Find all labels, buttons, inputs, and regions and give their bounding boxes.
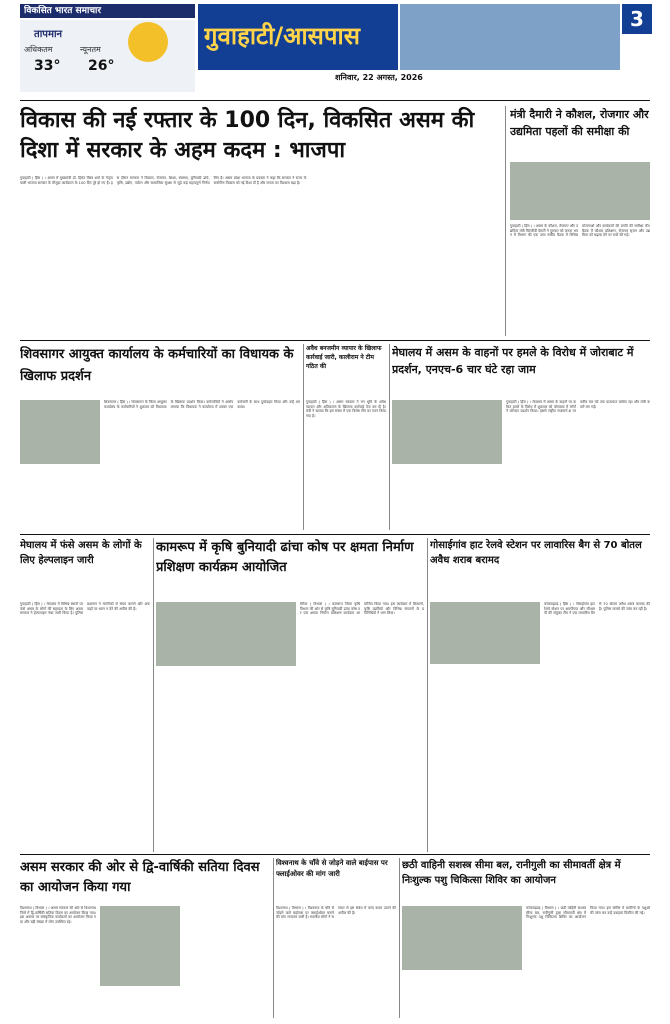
flyover-headline: विश्वनाथ के चाँवे से जोड़ने वाले बाईपास पर फ्लाईओवर की मांग जारी — [276, 859, 388, 878]
max-temp-value: 33° — [34, 58, 61, 74]
divider — [153, 538, 154, 852]
divider — [303, 344, 304, 530]
divider — [389, 344, 390, 530]
page-number: 3 — [622, 4, 652, 34]
kamrup-headline: कामरूप में कृषि बुनियादी ढांचा कोष पर क्षमता निर्माण प्रशिक्षण कार्यक्रम आयोजित — [156, 540, 414, 575]
sattriya-headline: असम सरकार की ओर से द्वि-वार्षिकी सतिया दिवस का आयोजन किया गया — [20, 860, 260, 895]
sivasagar-body: शिवसागर ( हिंस ) । शिवसागर के जिला आयुक्त कार्यालय के कर्मचारियों ने शुक्रवार को विधायक के खिलाफ प्रदर्शन किया। कर्मचारियों ने आरोप लगाया कि विधायक ने कार्यालय में आकर एक कर्मचारी के साथ दुर्व्यवहार किया और उन्हें धमकाया। — [104, 400, 300, 409]
sattriya-dancers-photo — [100, 906, 180, 986]
divider — [273, 858, 274, 1018]
masthead-skyline-photo — [400, 4, 620, 70]
weather-label: तापमान — [34, 29, 63, 40]
liquor-headline: गोसाईगांव हाट रेलवे स्टेशन पर लावारिस बैग से 70 बोतल अवैध शराब बरामद — [430, 540, 642, 566]
ssb-camp-headline: छठी वाहिनी सशस्त्र सीमा बल, रानीगुली का सीमावर्ती क्षेत्र में निःशुल्क पशु चिकित्सा शिविर का आयोजन — [402, 860, 621, 886]
divider — [20, 100, 650, 101]
ssb-camp-body: कोकराझाड़ ( विभास ) । छठी वाहिनी सशस्त्र सीमा बल, रानीगुली द्वारा सीमावर्ती क्षेत्र में निःशुल्क पशु चिकित्सा शिविर का आयोजन किया गया। इस शिविर में ग्रामीणों के पशुओं की जांच कर उन्हें दवाइयां वितरित की गईं। — [526, 906, 650, 920]
masthead — [0, 0, 670, 100]
jorabat-headline: मेघालय में असम के वाहनों पर हमले के विरोध में जोराबाट में प्रदर्शन, एनएच-6 चार घंटे रहा जाम — [392, 346, 634, 376]
lead-headline: विकास की नई रफ्तार के 100 दिन, विकसित असम की दिशा में सरकार के अहम कदम : भाजपा — [20, 108, 475, 163]
divider — [20, 534, 650, 535]
sivasagar-headline: शिवसागर आयुक्त कार्यालय के कर्मचारियों का विधायक के खिलाफ प्रदर्शन — [20, 347, 294, 384]
sun-icon — [128, 22, 168, 62]
minister-headline: मंत्री दैमारी ने कौशल, रोजगार और उद्यमिता पहलों की समीक्षा की — [510, 108, 649, 138]
helpline-headline: मेघालय में फंसे असम के लोगों के लिए हेल्पलाइन जारी — [20, 540, 142, 566]
seized-bottles-photo — [430, 602, 540, 664]
protest-photo — [20, 400, 100, 464]
minister-body: गुवाहाटी ( हिंस ) । असम के कौशल, रोजगार और उद्यमिता मंत्री चिरंजीवी दैमारी ने गुरुवार को जनता भवन में विभाग की एक उच्च स्तरीय बैठक में विभिन्न योजनाओं और कार्यक्रमों की प्रगति की समीक्षा की। बैठक में कौशल प्रशिक्षण, रोजगार सृजन और उद्यमिता को बढ़ावा देने पर चर्चा की गई। — [510, 224, 650, 238]
vet-camp-photo — [402, 906, 522, 970]
max-temp-label: अधिकतम — [24, 45, 53, 54]
forest-land-body: गुवाहाटी ( हिंस ) । असम सरकार ने वन भूमि के अवैध व्यापार और अतिक्रमण के खिलाफ कार्रवाई तेज कर दी है। मंत्री ने बताया कि इस संबंध में एक विशेष टीम का गठन किया गया है। — [306, 400, 386, 418]
min-temp-label: न्यूनतम — [80, 45, 101, 54]
jorabat-body: गुवाहाटी ( हिंस ) । मेघालय में असम के वाहनों पर कथित हमले के विरोध में शुक्रवार को जोराबाट में लोगों ने जोरदार प्रदर्शन किया। इससे राष्ट्रीय राजमार्ग-6 पर करीब चार घंटे तक यातायात बाधित रहा और लंबी कतारें लग गईं। — [506, 400, 650, 414]
divider — [20, 854, 650, 855]
min-temp-value: 26° — [88, 58, 115, 74]
kamrup-body: रंगिया ( विभास ) । कामरूप जिला कृषि विभाग की ओर से कृषि बुनियादी ढांचा कोष पर एक क्षमता निर्माण प्रशिक्षण कार्यक्रम आयोजित किया गया। इस कार्यक्रम में किसानों, कृषि उद्यमियों और विभिन्न संगठनों के प्रतिनिधियों ने भाग लिया। — [300, 602, 424, 616]
masthead-title: गुवाहाटी/आसपास — [204, 22, 360, 50]
forest-land-headline: अवैध बनजमीन व्यापार के खिलाफ कार्रवाई जारी, कालीराम ने टीम गठित की — [306, 345, 382, 370]
liquor-body: कोकराझाड़ ( हिंस ) । गोसाईगांव हाट रेलवे स्टेशन पर आरपीएफ और जीआरपी की संयुक्त टीम ने एक लावारिस बैग से 70 बोतल अवैध शराब बरामद की है। पुलिस मामले की जांच कर रही है। — [544, 602, 650, 616]
lead-body: गुवाहाटी ( हिंस ) । असम में मुख्यमंत्री डॉ. हिमंत बिस्व शर्मा के नेतृत्व वाली भाजपा सरकार के मौजूदा कार्यकाल के 100 दिन पूरे हो गए हैं। इस दौरान सरकार ने विकास, रोजगार, शिक्षा, स्वास्थ्य, बुनियादी ढांचे, कृषि, उद्योग, पर्यटन और सामाजिक सुरक्षा से जुड़े कई महत्वपूर्ण निर्णय लिए हैं। असम प्रदेश भाजपा के प्रवक्ता ने कहा कि सरकार ने राज्य के सर्वांगीण विकास को नई दिशा दी है और जनता का विश्वास बढ़ा है। — [20, 176, 307, 185]
helpline-body: गुवाहाटी ( हिंस ) । मेघालय में विभिन्न स्थानों पर फंसे असम के लोगों की सहायता के लिए असम सरकार ने हेल्पलाइन नंबर जारी किया है। पुलिस प्रशासन ने नागरिकों से संयम बरतने और अफवाहों पर ध्यान न देने की अपील की है। — [20, 602, 150, 616]
jorabat-protest-photo — [392, 400, 502, 464]
flyover-body: विश्वनाथ ( विभास ) । विश्वनाथ के चाँवे से जोड़ने वाले बाईपास पर फ्लाईओवर बनाने की मांग लगातार जारी है। स्थानीय लोगों ने सरकार से इस संबंध में जल्द कदम उठाने की अपील की है। — [276, 906, 396, 920]
divider — [20, 340, 650, 341]
kamrup-training-photo — [156, 602, 296, 666]
divider — [505, 106, 506, 336]
divider — [399, 858, 400, 1018]
divider — [427, 538, 428, 852]
sattriya-body: विश्वनाथ ( विभास ) । असम सरकार की ओर से विश्वनाथ जिले में द्वि-वार्षिकी सतिया दिवस का आयोजन किया गया। इस अवसर पर सांस्कृतिक कार्यक्रमों का आयोजन किया गया और बड़ी संख्या में लोग उपस्थित रहे। — [20, 906, 96, 924]
brand-label: विकसित भारत समाचार — [24, 6, 102, 16]
minister-meeting-photo — [510, 162, 650, 220]
issue-date: शनिवार, 22 अगस्त, 2026 — [335, 73, 423, 82]
